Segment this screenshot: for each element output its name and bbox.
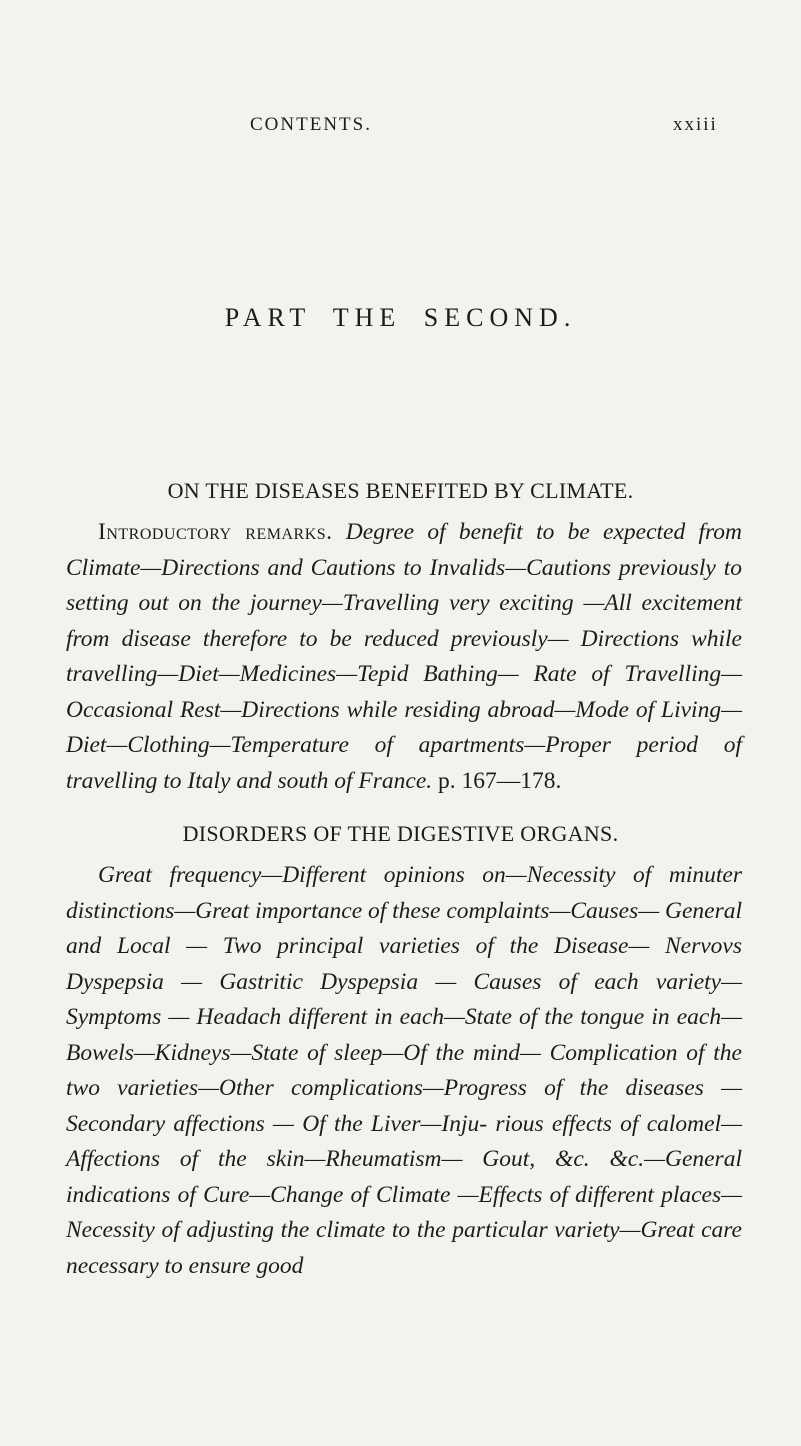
section-contents-text: Great frequency—Different opinions on—Necessity of minuter distinctions—Great importance of these complaints—Causes— General and Local — Two principal varieties of the Disease— Nervovs Dyspepsia — Gastritic Dyspepsia — Causes of each variety—Symptoms — Headach different in each—State of the tongue in each—Bowels—Kidneys—State of sleep—Of the mind— Complication of the two varieties—Other complications—Progress of the diseases — Secondary affections — Of the Liver—Inju- rious effects of calomel—Affections of the skin—Rheumatism— Gout, &c. &c.—General indications of Cure—Change of Climate —Effects of different places—Necessity of adjusting the climate to the particular variety—Great care necessary to ensure good [66,862,743,1279]
part-title: PART THE SECOND. [224,303,577,332]
section-heading-climate: ON THE DISEASES BENEFITED BY CLIMATE. [167,478,634,503]
section-heading-digestive: DISORDERS OF THE DIGESTIVE ORGANS. [182,821,619,846]
section-contents-text: Degree of benefit to be expected from Climate—Directions and Cautions to Invalids—Cautions previously to setting out on the journey—Travelling very exciting —All excitement from disease therefore to be reduced previously— Directions while travelling—Diet—Medicines—Tepid Bathing— Rate of Travelling—Occasional Rest—Directions while residing abroad—Mode of Living—Diet—Clothing—Temperature of apartments—Proper period of travelling to Italy and south of France. [66,519,742,794]
introductory-remarks-lead: Introductory remarks. [98,519,333,545]
running-head [0,114,801,140]
running-head-title: CONTENTS. [250,114,372,135]
section-contents-digestive [66,858,742,1284]
section-contents-climate [66,515,742,799]
page-number: xxiii [673,114,718,135]
page-range: p. 167—178. [438,767,562,794]
